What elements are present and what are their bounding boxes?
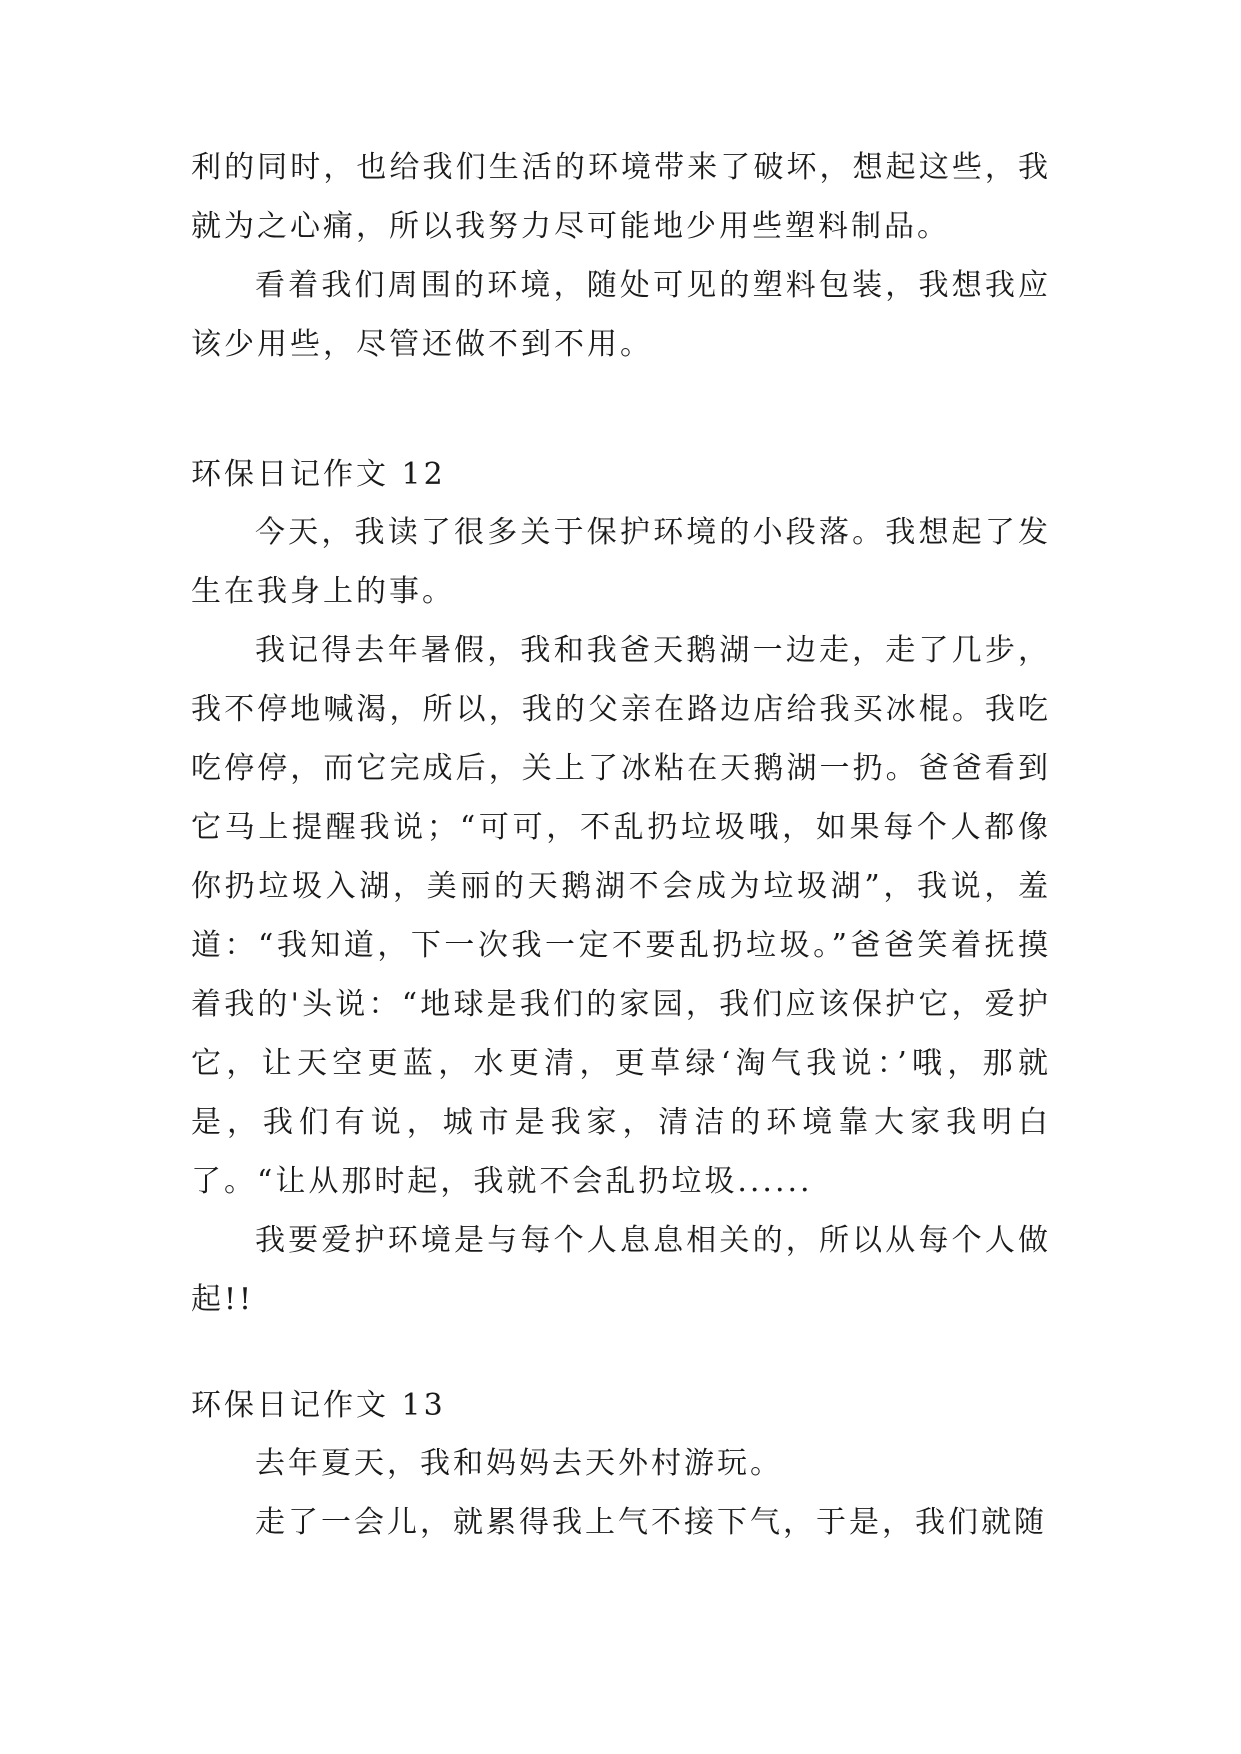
section-13-body [191, 1434, 1051, 1552]
paragraph: 今天，我读了很多关于保护环境的小段落。我想起了发生在我身上的事。 [191, 515, 1051, 609]
paragraph: 走了一会儿，就累得我上气不接下气，于是，我们就随 [255, 1505, 1047, 1540]
paragraph: 我记得去年暑假，我和我爸天鹅湖一边走，走了几步，我不停地喊渴，所以，我的父亲在路边店给我买冰棍。我吃吃停停，而它完成后，关上了冰粘在天鹅湖一扔。爸爸看到它马上提醒我说；“可可，不乱扔垃圾哦，如果每个人都像你扔垃圾入湖，美丽的天鹅湖不会成为垃圾湖”，我说，羞道：“我知道，下一次我一定不要乱扔垃圾。”爸爸笑着抚摸着我的'头说：“地球是我们的家园，我们应该保护它，爱护它，让天空更蓝，水更清，更草绿‘淘气我说：’哦，那就是，我们有说，城市是我家，清洁的环境靠大家我明白了。“让从那时起，我就不会乱扔垃圾...... [191, 633, 1051, 1199]
section-heading-13: 环保日记作文 13 [191, 1388, 446, 1423]
paragraph: 利的同时，也给我们生活的环境带来了破坏，想起这些，我就为之心痛，所以我努力尽可能地少用些塑料制品。 [191, 150, 1051, 244]
section-1-body [191, 138, 1051, 374]
paragraph: 看着我们周围的环境，随处可见的塑料包装，我想我应该少用些，尽管还做不到不用。 [191, 268, 1051, 362]
section-heading-12: 环保日记作文 12 [191, 457, 446, 492]
paragraph: 去年夏天，我和妈妈去天外村游玩。 [255, 1446, 783, 1481]
paragraph: 我要爱护环境是与每个人息息相关的，所以从每个人做起!! [191, 1223, 1051, 1317]
section-12-body [191, 503, 1051, 1329]
